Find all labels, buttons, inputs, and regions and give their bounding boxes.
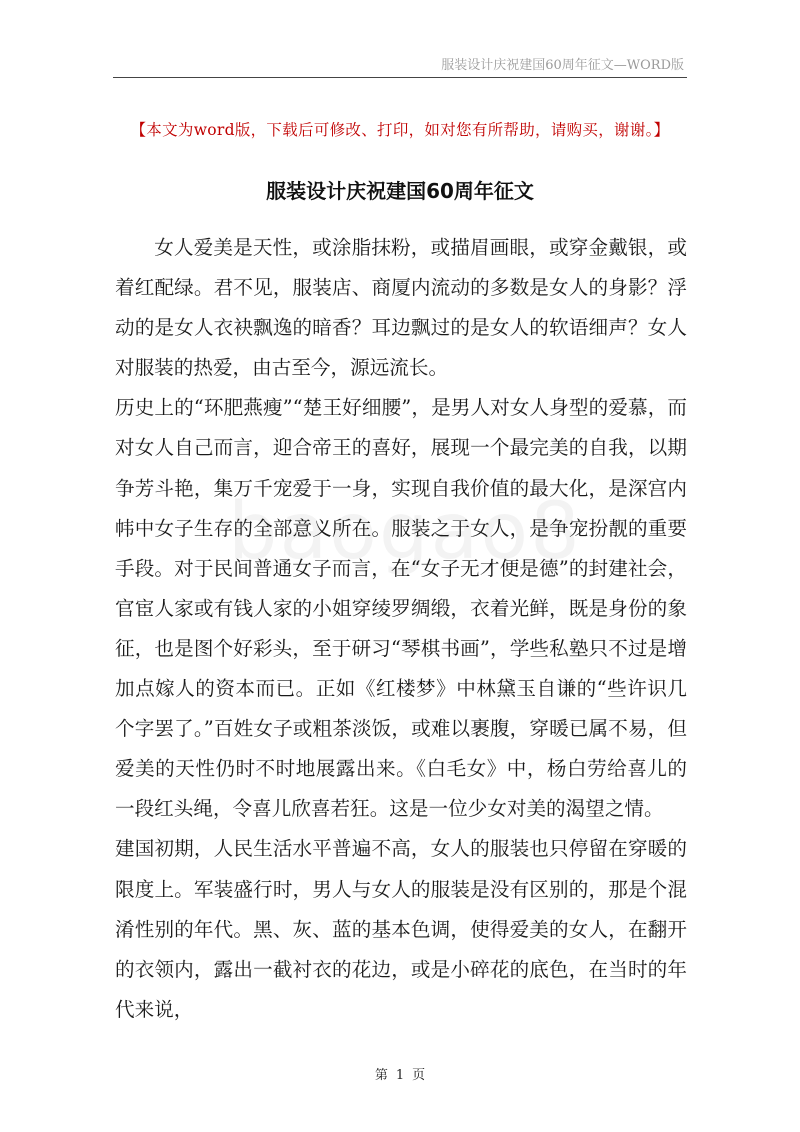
page-footer	[0, 1064, 800, 1083]
page-header: 服装设计庆祝建国60周年征文—WORD版	[441, 58, 684, 73]
header-divider	[113, 77, 687, 78]
document-title: 服装设计庆祝建国60周年征文	[266, 179, 534, 203]
page-suffix: 页	[412, 1068, 426, 1083]
page-prefix: 第	[374, 1068, 388, 1083]
download-notice: 【本文为word版，下载后可修改、打印，如对您有所帮助，请购买，谢谢。】	[130, 121, 670, 139]
paragraph-2: 历史上的“环肥燕瘦”“楚王好细腰”，是男人对女人身型的爱慕，而对女人自己而言，迎合帝王的喜好，展现一个最完美的自我，以期争芳斗艳，集万千宠爱于一身，实现自我价值的最大化，是深宫内帏中女子生存的全部意义所在。服装之于女人，是争宠扮靓的重要手段。对于民间普通女子而言，在“女子无才便是德”的封建社会，官宦人家或有钱人家的小姐穿绫罗绸缎，衣着光鲜，既是身份的象征，也是图个好彩头，至于研习“琴棋书画”，学些私塾只不过是增加点嫁人的资本而已。正如《红楼梦》中林黛玉自谦的“些许识几个字罢了。”百姓女子或粗茶淡饭，或难以裹腹，穿暖已属不易，但爱美的天性仍时不时地展露出来。《白毛女》中，杨白劳给喜儿的一段红头绳，令喜儿欣喜若狂。这是一位少女对美的渴望之情。	[115, 396, 687, 821]
paragraph-1: 女人爱美是天性，或涂脂抹粉，或描眉画眼，或穿金戴银，或着红配绿。君不见，服装店、商厦内流动的多数是女人的身影？浮动的是女人衣袂飘逸的暗香？耳边飘过的是女人的软语细声？女人对服装的热爱，由古至今，源远流长。	[115, 236, 687, 380]
paragraph-3: 建国初期，人民生活水平普遍不高，女人的服装也只停留在穿暖的限度上。军装盛行时，男人与女人的服装是没有区别的，那是个混淆性别的年代。黑、灰、蓝的基本色调，使得爱美的女人，在翻开的衣领内，露出一截衬衣的花边，或是小碎花的底色，在当时的年代来说，	[115, 837, 687, 1021]
document-body	[115, 228, 687, 1030]
page-number: 1	[395, 1068, 405, 1083]
